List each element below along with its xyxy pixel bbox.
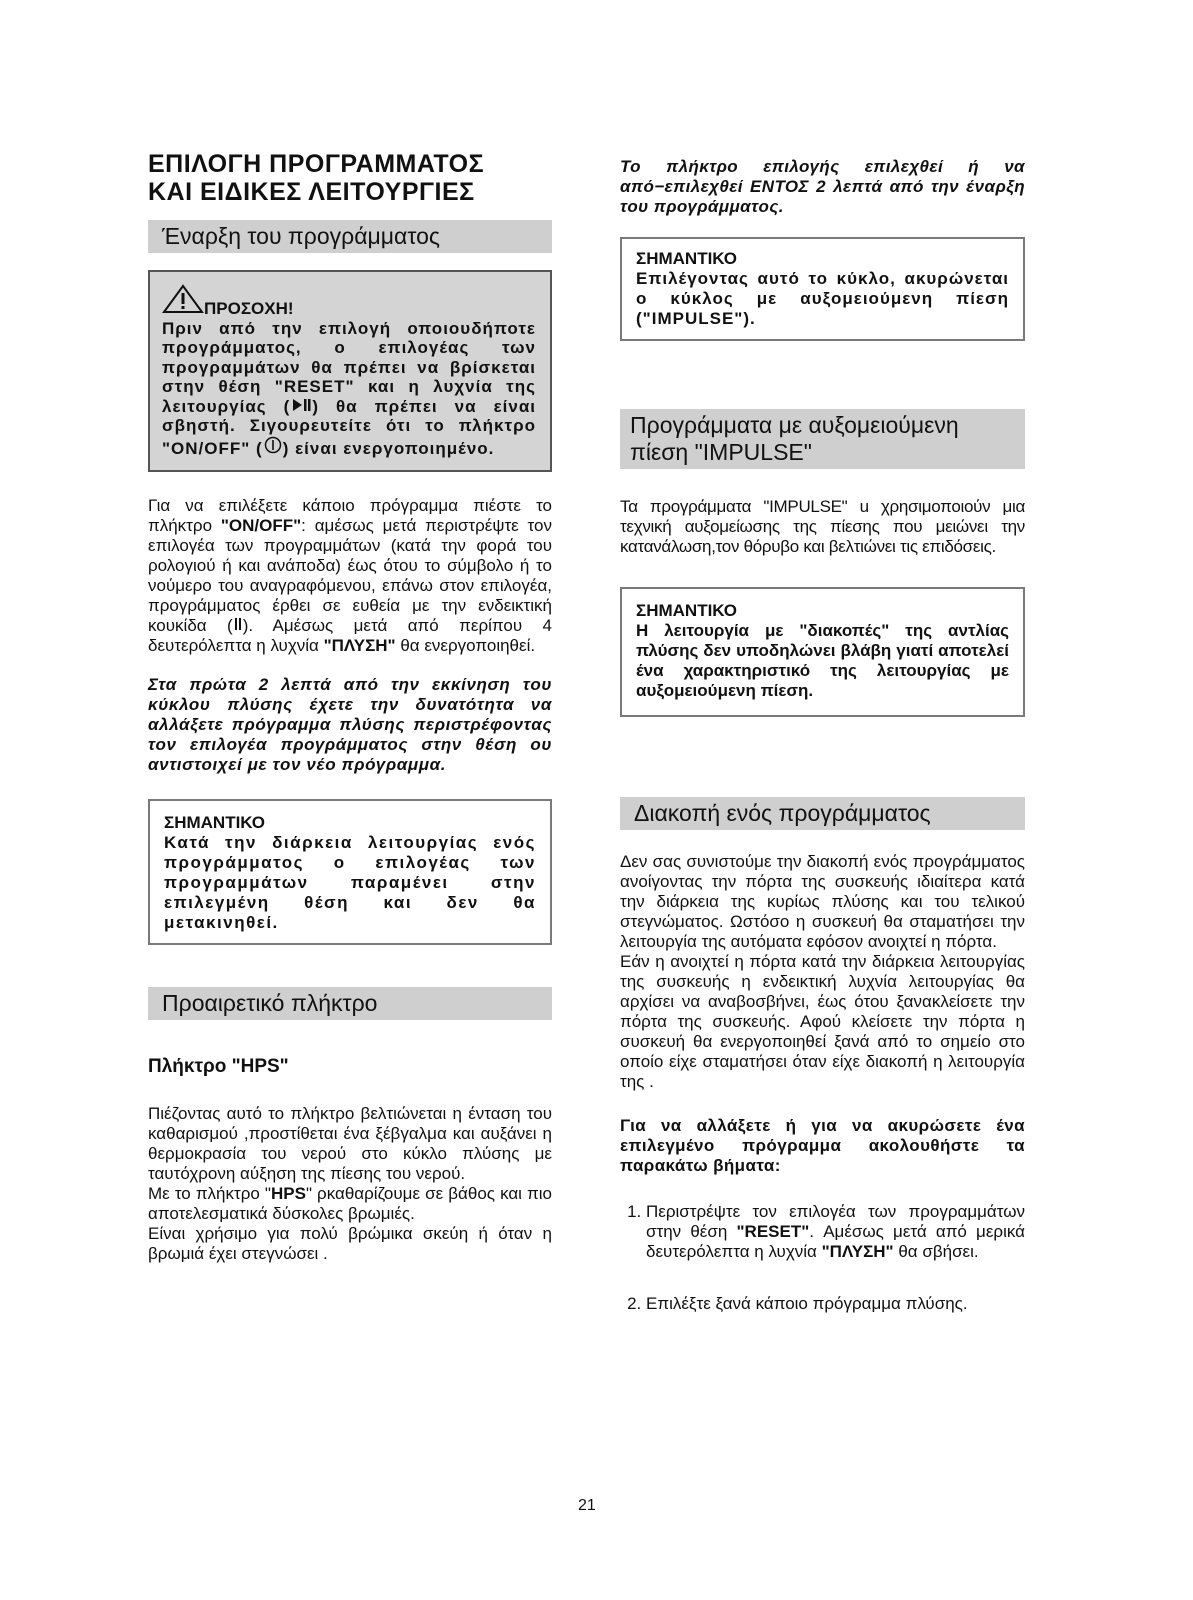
paragraph-hps-3: Είναι χρήσιμο για πολύ βρώμικα σκεύη ή όταν η βρωμιά έχει στεγνώσει . bbox=[148, 1224, 552, 1263]
note-1-text: Κατά την διάρκεια λειτουργίας ενός προγράμματος ο επιλογέας των προγραμμάτων παραμένει στην επιλεγμένη θέση και δεν θα μετακινηθεί. bbox=[164, 833, 536, 932]
steps-list bbox=[620, 1202, 1025, 1314]
paragraph-option-key: Το πλήκτρο επιλογής επιλεχθεί ή να από−επιλεχθεί ΕΝΤΟΣ 2 λεπτά από την έναρξη του προγράμματος. bbox=[620, 157, 1025, 216]
warning-title: ΠΡΟΣΟΧΗ! bbox=[204, 299, 294, 318]
note-2-title: ΣΗΜΑΝΤΙΚΟ bbox=[636, 249, 738, 268]
section-heading-start: Έναρξη του προγράμματος bbox=[148, 220, 552, 253]
warning-triangle-icon bbox=[162, 284, 204, 319]
title-line-2: ΚΑΙ ΕΙΔΙΚΕΣ ΛΕΙΤΟΥΡΓΙΕΣ bbox=[148, 178, 475, 206]
right-column bbox=[620, 157, 1025, 1314]
play-pause-icon bbox=[290, 397, 312, 416]
paragraph-hps-1: Πιέζοντας αυτό το πλήκτρο βελτιώνεται η ένταση του καθαρισμού ,προστίθεται ένα ξέβγαλμα και αυξάνει η θερμοκρασία του νερού στο κύκλο πλύσης με ταυτόχρονη αύξηση της πίεσης του νερού. bbox=[148, 1104, 552, 1183]
note-box-3 bbox=[620, 587, 1025, 717]
page-title bbox=[148, 150, 552, 206]
section-heading-interrupt: Διακοπή ενός προγράμματος bbox=[620, 797, 1025, 830]
note-3-text: Η λειτουργία με "διακοπές" της αντλίας πλύσης δεν υποδηλώνει βλάβη γιατί αποτελεί ένα χαρακτηριστικό της λειτουργίας με αυξομειούμενη πίεση. bbox=[636, 621, 1009, 700]
warning-text: Πριν από την επιλογή οποιουδήποτε προγράμματος, ο επιλογέας των προγραμμάτων θα πρέπει να βρίσκεται στην θέση "RESET" και η λυχνία της λειτουργίας ( ) θα πρέπει να είναι σβηστή. Σιγουρευτείτε ότι το πλήκτρο "ON/OFF" ( ) είναι ενεργοποιημένο. bbox=[162, 318, 537, 458]
paragraph-change-cancel: Για να αλλάξετε ή για να ακυρώσετε ένα επιλεγμένο πρόγραμμα ακολουθήστε τα παρακάτω βήματα: bbox=[620, 1116, 1025, 1175]
section-heading-optional-button: Προαιρετικό πλήκτρο bbox=[148, 987, 552, 1020]
step-1: 1. Περιστρέψτε τον επιλογέα των προγραμμάτων στην θέση "RESET". Αμέσως μετά από μερικά δευτερόλεπτα η λυχνία "ΠΛΥΣΗ" θα σβήσει. bbox=[646, 1202, 1025, 1262]
warning-box bbox=[148, 270, 552, 472]
note-2-text: Επιλέγοντας αυτό το κύκλο, ακυρώνεται ο κύκλος με αυξομειούμενη πίεση ("IMPULSE"). bbox=[636, 269, 1009, 328]
section-heading-impulse: Προγράμματα με αυξομειούμενη πίεση "IMPULSE" bbox=[620, 409, 1025, 469]
subheading-hps: Πλήκτρο "HPS" bbox=[148, 1056, 289, 1077]
title-line-1: ΕΠΙΛΟΓΗ ΠΡΟΓΡΑΜΜΑΤΟΣ bbox=[148, 150, 485, 178]
paragraph-impulse: Τα προγράμματα "IMPULSE" u χρησιμοποιούν μια τεχνική αυξομείωσης της πίεσης που μειώνει την κατανάλωση,τον θόρυβο και βελτιώνει τις επιδόσεις. bbox=[620, 497, 1025, 556]
left-column bbox=[148, 150, 552, 1264]
note-box-1 bbox=[148, 799, 552, 945]
power-icon bbox=[263, 439, 283, 458]
paragraph-interrupt-1: Δεν σας συνιστούμε την διακοπή ενός προγράμματος ανοίγοντας την πόρτα της συσκευής ιδιαίτερα κατά την διάρκεια της κυρίως πλύσης και του τελικού στεγνώματος. Ωστόσο η συσκευή θα σταματήσει την λειτουργία της αυτόματα εφόσον ανοιχτεί η πόρτα. bbox=[620, 852, 1025, 951]
step-2: 2. Επιλέξτε ξανά κάποιο πρόγραμμα πλύσης. bbox=[646, 1294, 1025, 1314]
paragraph-hps-2: Με το πλήκτρο "HPS" ρκαθαρίζουμε σε βάθος και πιο αποτελεσματικά δύσκολες βρωμιές. bbox=[148, 1184, 552, 1223]
note-3-title: ΣΗΜΑΝΤΙΚΟ bbox=[636, 601, 738, 620]
note-box-2 bbox=[620, 237, 1025, 341]
paragraph-interrupt-2: Εάν η ανοιχτεί η πόρτα κατά την διάρκεια λειτουργίας της συσκευής η ενδεικτική λυχνία λειτουργίας θα αρχίσει να αναβοσβήνει, έως ότου ξανακλείσετε την πόρτα της συσκευής. Αφού κλείσετε την πόρτα η συσκευή θα ενεργοποιηθεί ξανά από το σημείο στο οποίο είχε σταματήσει όταν είχε διακοπή η λειτουργία της . bbox=[620, 952, 1025, 1091]
paragraph-change-program: Στα πρώτα 2 λεπτά από την εκκίνηση του κύκλου πλύσης έχετε την δυνατότητα να αλλάξετε πρόγραμμα πλύσης περιστρέφοντας τον επιλογέα προγράμματος στην θέση ου αντιστοιχεί με τον νέο πρόγραμμα. bbox=[148, 675, 552, 774]
paragraph-select-program: Για να επιλέξετε κάποιο πρόγραμμα πιέστε το πλήκτρο "ON/OFF": αμέσως μετά περιστρέψτε τον επιλογέα των προγραμμάτων (κατά την φορά του ρολογιού ή και ανάποδα) έως ότου το σύμβολο ή το νούμερο του αναγραφόμενου, επάνω στον επιλογέα, προγράμματος έρθει σε ευθεία με την ενδεικτική κουκίδα ( ). Αμέσως μετά από περίπου 4 δευτερόλεπτα η λυχνία "ΠΛΥΣΗ" θα ενεργοποιηθεί. bbox=[148, 496, 552, 655]
indicator-dot-icon bbox=[233, 616, 243, 635]
note-1-title: ΣΗΜΑΝΤΙΚΟ bbox=[164, 813, 266, 832]
page-number: 21 bbox=[578, 1497, 596, 1514]
